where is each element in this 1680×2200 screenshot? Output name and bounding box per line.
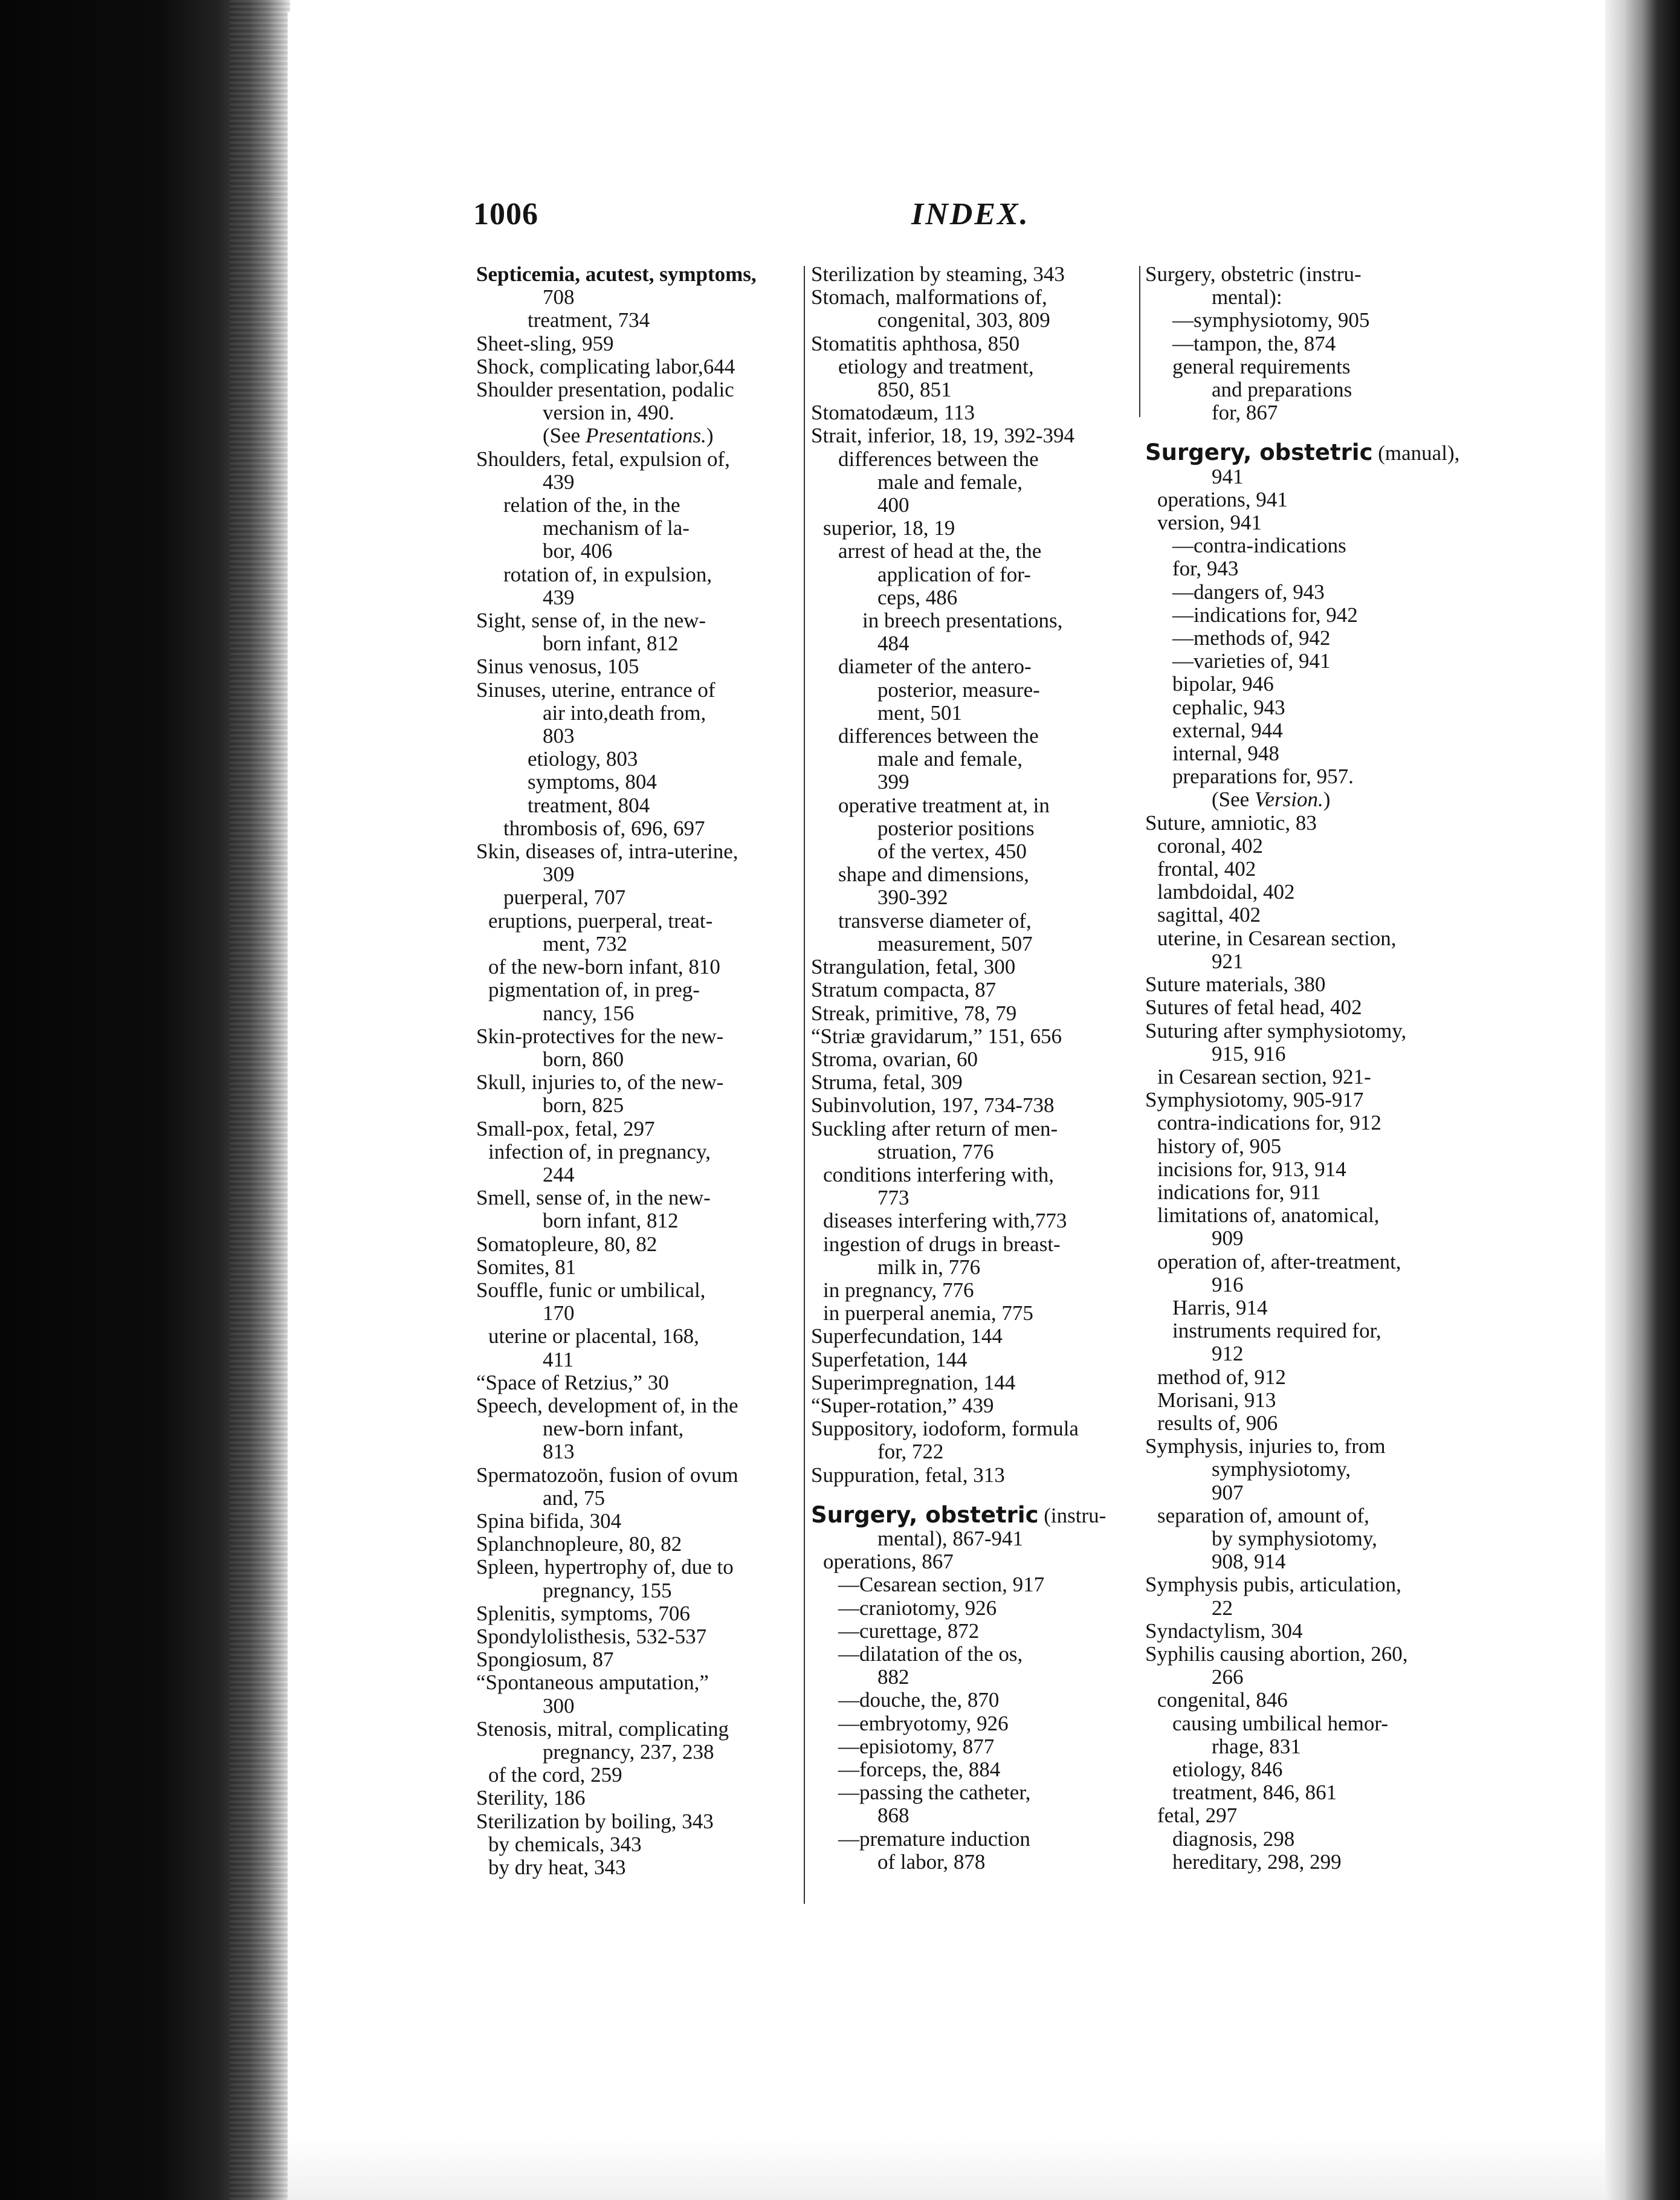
index-entry: 803 — [543, 724, 575, 748]
index-column-3 — [1145, 263, 1475, 1874]
index-entry: —episiotomy, 877 — [838, 1734, 995, 1758]
index-entry: cephalic, 943 — [1172, 695, 1285, 719]
index-entry: sagittal, 402 — [1157, 903, 1261, 927]
index-entry: nancy, 156 — [543, 1001, 635, 1025]
index-entry: Spondylolisthesis, 532-537 — [476, 1624, 707, 1648]
index-entry: Suppository, iodoform, formula — [811, 1417, 1079, 1441]
index-entry: 868 — [877, 1804, 909, 1828]
index-entry: air into,death from, — [543, 700, 706, 725]
index-entry: symphysiotomy, — [1212, 1457, 1351, 1481]
index-entry: —dangers of, 943 — [1172, 580, 1325, 604]
index-entry: congenital, 846 — [1157, 1688, 1288, 1712]
index-entry: Somatopleure, 80, 82 — [476, 1232, 657, 1256]
index-entry: struation, 776 — [877, 1139, 994, 1163]
index-entry: Souffle, funic or umbilical, — [476, 1278, 706, 1302]
index-entry: Suckling after return of men- — [811, 1116, 1058, 1140]
index-entry: posterior positions — [877, 816, 1035, 840]
index-entry: 941 — [1212, 464, 1244, 488]
index-entry: etiology, 846 — [1172, 1758, 1283, 1781]
index-entry: Sinuses, uterine, entrance of — [476, 678, 716, 702]
index-entry: Spina bifida, 304 — [476, 1509, 622, 1533]
index-entry: version, 941 — [1157, 511, 1262, 535]
index-entry: born, 825 — [543, 1093, 624, 1118]
index-entry: uterine or placental, 168, — [488, 1324, 699, 1348]
index-entry: mental): — [1212, 285, 1282, 309]
index-entry: “Super-rotation,” 439 — [811, 1393, 994, 1417]
index-entry: version in, 490. — [543, 401, 674, 425]
running-head: INDEX. — [911, 197, 1030, 231]
index-entry: etiology, 803 — [528, 747, 638, 771]
index-entry: 908, 914 — [1212, 1550, 1286, 1574]
index-entry: Suture materials, 380 — [1145, 972, 1326, 997]
index-entry: —embryotomy, 926 — [838, 1711, 1009, 1735]
index-entry: frontal, 402 — [1157, 857, 1256, 881]
index-entry: external, 944 — [1172, 718, 1283, 742]
index-entry: “Space of Retzius,” 30 — [476, 1370, 669, 1394]
index-entry: thrombosis of, 696, 697 — [503, 816, 705, 840]
index-entry: differences between the — [838, 447, 1039, 471]
index-entry: treatment, 804 — [528, 793, 650, 817]
index-entry: causing umbilical hemor- — [1172, 1711, 1388, 1735]
index-entry: male and female, — [877, 747, 1023, 771]
index-entry: indications for, 911 — [1157, 1180, 1321, 1204]
index-entry: superior, 18, 19 — [823, 516, 955, 540]
index-entry: Small-pox, fetal, 297 — [476, 1116, 655, 1140]
index-entry: ingestion of drugs in breast- — [823, 1232, 1061, 1256]
index-entry: arrest of head at the, the — [838, 539, 1042, 563]
index-entry: of the vertex, 450 — [877, 840, 1027, 864]
index-entry: mechanism of la- — [543, 516, 690, 540]
index-entry: ceps, 486 — [877, 585, 958, 609]
index-entry: 912 — [1212, 1342, 1244, 1366]
index-entry: Shoulders, fetal, expulsion of, — [476, 447, 730, 471]
index-entry: Syphilis causing abortion, 260, — [1145, 1642, 1408, 1666]
index-column-1 — [476, 263, 793, 1879]
index-entry: of the cord, 259 — [488, 1763, 622, 1787]
index-entry: by symphysiotomy, — [1212, 1526, 1377, 1550]
index-entry: Skin, diseases of, intra-uterine, — [476, 840, 738, 864]
index-entry: —dilatation of the os, — [838, 1642, 1023, 1666]
index-entry: —tampon, the, 874 — [1172, 331, 1336, 355]
index-entry: Splenitis, symptoms, 706 — [476, 1601, 690, 1625]
index-entry: Surgery, obstetric (manual), — [1145, 439, 1460, 466]
index-entry: contra-indications for, 912 — [1157, 1111, 1381, 1135]
index-entry: —douche, the, 870 — [838, 1688, 1000, 1712]
index-entry: ment, 501 — [877, 700, 962, 725]
index-entry: shape and dimensions, — [838, 862, 1029, 887]
index-entry: Superfetation, 144 — [811, 1347, 968, 1371]
index-entry: history of, 905 — [1157, 1134, 1282, 1158]
index-entry: in pregnancy, 776 — [823, 1278, 974, 1302]
index-entry: bipolar, 946 — [1172, 672, 1274, 696]
index-entry: measurement, 507 — [877, 931, 1033, 956]
index-entry: Stomach, malformations of, — [811, 285, 1047, 309]
index-entry: Suturing after symphysiotomy, — [1145, 1018, 1407, 1043]
index-entry: 439 — [543, 470, 575, 494]
index-entry: 399 — [877, 770, 909, 794]
index-entry: ment, 732 — [543, 931, 627, 956]
index-entry: (See Version.) — [1212, 788, 1331, 812]
index-entry: —forceps, the, 884 — [838, 1758, 1001, 1781]
index-entry: —craniotomy, 926 — [838, 1596, 997, 1620]
index-entry: Septicemia, acutest, symptoms, — [476, 262, 757, 286]
index-entry: 907 — [1212, 1480, 1244, 1504]
index-entry: incisions for, 913, 914 — [1157, 1157, 1346, 1181]
index-entry: of the new-born infant, 810 — [488, 955, 720, 979]
index-entry: application of for- — [877, 562, 1031, 586]
index-entry: diagnosis, 298 — [1172, 1826, 1295, 1851]
index-entry: rotation of, in expulsion, — [503, 562, 712, 586]
index-entry: Subinvolution, 197, 734-738 — [811, 1093, 1055, 1118]
index-entry: differences between the — [838, 724, 1039, 748]
index-entry: by chemicals, 343 — [488, 1832, 642, 1856]
index-entry: pigmentation of, in preg- — [488, 978, 700, 1002]
index-entry: (See Presentations.) — [543, 424, 714, 448]
index-entry: eruptions, puerperal, treat- — [488, 908, 713, 933]
index-entry: Stomatitis aphthosa, 850 — [811, 331, 1020, 355]
index-entry: Skull, injuries to, of the new- — [476, 1070, 724, 1095]
index-entry: 850, 851 — [877, 378, 952, 402]
index-entry: and preparations — [1212, 378, 1352, 402]
index-entry: born, 860 — [543, 1047, 624, 1071]
index-entry: 916 — [1212, 1272, 1244, 1296]
index-entry: results of, 906 — [1157, 1411, 1278, 1435]
book-spine-edge — [0, 0, 290, 2200]
index-entry: Sterilization by steaming, 343 — [811, 262, 1065, 286]
index-entry: Symphysis, injuries to, from — [1145, 1434, 1386, 1458]
index-heading-bold: Surgery, obstetric — [1145, 439, 1373, 466]
index-entry: in Cesarean section, 921- — [1157, 1064, 1371, 1089]
index-entry: 773 — [877, 1186, 909, 1210]
index-entry: “Spontaneous amputation,” — [476, 1671, 709, 1695]
index-entry: Stratum compacta, 87 — [811, 978, 997, 1002]
index-entry: Somites, 81 — [476, 1255, 577, 1279]
index-entry: 813 — [543, 1440, 575, 1464]
index-entry: Strait, inferior, 18, 19, 392-394 — [811, 424, 1075, 448]
index-entry: pregnancy, 155 — [543, 1578, 672, 1602]
index-entry: Spleen, hypertrophy of, due to — [476, 1555, 734, 1579]
index-entry: —Cesarean section, 917 — [838, 1573, 1045, 1597]
index-entry: Morisani, 913 — [1157, 1388, 1276, 1412]
column-rule-right — [1139, 266, 1140, 417]
index-entry: transverse diameter of, — [838, 908, 1032, 933]
index-entry: 244 — [543, 1162, 575, 1186]
index-entry: diameter of the antero- — [838, 655, 1032, 679]
index-entry: 170 — [543, 1301, 575, 1325]
index-entry: infection of, in pregnancy, — [488, 1139, 711, 1163]
index-entry: treatment, 734 — [528, 308, 650, 332]
index-entry: 484 — [877, 632, 909, 656]
index-entry: Stroma, ovarian, 60 — [811, 1047, 978, 1071]
index-entry: operations, 941 — [1157, 487, 1288, 511]
index-entry: Smell, sense of, in the new- — [476, 1186, 711, 1210]
index-entry: in breech presentations, — [862, 609, 1063, 633]
index-entry: in puerperal anemia, 775 — [823, 1301, 1033, 1325]
index-entry: —premature induction — [838, 1826, 1030, 1851]
index-entry: new-born infant, — [543, 1417, 684, 1441]
index-entry: 411 — [543, 1347, 574, 1371]
index-entry: milk in, 776 — [877, 1255, 981, 1279]
page-number: 1006 — [473, 197, 538, 231]
index-entry: Spermatozoön, fusion of ovum — [476, 1463, 738, 1487]
index-entry: diseases interfering with,773 — [823, 1209, 1067, 1233]
index-entry: 266 — [1212, 1665, 1244, 1689]
index-entry: 882 — [877, 1665, 909, 1689]
index-entry: —methods of, 942 — [1172, 626, 1331, 650]
index-entry: “Striæ gravidarum,” 151, 656 — [811, 1024, 1062, 1048]
index-entry: —symphysiotomy, 905 — [1172, 308, 1370, 332]
index-entry: separation of, amount of, — [1157, 1503, 1369, 1527]
page-bottom-margin — [288, 2134, 1605, 2200]
index-entry: —varieties of, 941 — [1172, 649, 1331, 673]
index-entry: Sterility, 186 — [476, 1786, 586, 1810]
index-entry: Sutures of fetal head, 402 — [1145, 995, 1362, 1020]
index-entry: Symphysis pubis, articulation, — [1145, 1573, 1401, 1597]
index-entry: Shoulder presentation, podalic — [476, 378, 734, 402]
index-entry: preparations for, 957. — [1172, 765, 1354, 789]
index-entry: 309 — [543, 862, 575, 887]
index-entry: congenital, 303, 809 — [877, 308, 1050, 332]
index-entry: treatment, 846, 861 — [1172, 1781, 1337, 1805]
index-entry: —contra-indications — [1172, 534, 1346, 558]
index-entry: relation of the, in the — [503, 493, 680, 517]
index-entry: Syndactylism, 304 — [1145, 1619, 1303, 1643]
index-entry: mental), 867-941 — [877, 1526, 1024, 1550]
index-entry: for, 722 — [877, 1440, 944, 1464]
index-entry: instruments required for, — [1172, 1319, 1381, 1343]
index-entry: for, 943 — [1172, 557, 1239, 581]
index-entry: of labor, 878 — [877, 1849, 986, 1874]
index-entry: 390-392 — [877, 885, 948, 910]
index-entry: born infant, 812 — [543, 632, 679, 656]
index-entry: operations, 867 — [823, 1550, 954, 1574]
index-entry: Speech, development of, in the — [476, 1393, 738, 1417]
index-entry: operative treatment at, in — [838, 793, 1050, 817]
index-entry: symptoms, 804 — [528, 770, 657, 794]
index-entry: Superimpregnation, 144 — [811, 1370, 1016, 1394]
index-entry: Stomatodæum, 113 — [811, 401, 975, 425]
index-entry: Sterilization by boiling, 343 — [476, 1809, 714, 1833]
index-entry: coronal, 402 — [1157, 833, 1263, 858]
index-entry: Surgery, obstetric (instru- — [811, 1501, 1107, 1528]
index-entry: fetal, 297 — [1157, 1804, 1238, 1828]
index-entry: Suture, amniotic, 83 — [1145, 810, 1317, 835]
index-entry: for, 867 — [1212, 401, 1278, 425]
index-entry: puerperal, 707 — [503, 885, 626, 910]
index-entry: —indications for, 942 — [1172, 603, 1358, 627]
index-entry: internal, 948 — [1172, 742, 1279, 766]
index-entry: 909 — [1212, 1226, 1244, 1250]
index-entry: Symphysiotomy, 905-917 — [1145, 1088, 1364, 1112]
index-entry: male and female, — [877, 470, 1023, 494]
index-entry: Sheet-sling, 959 — [476, 331, 614, 355]
index-entry: method of, 912 — [1157, 1365, 1286, 1389]
index-entry: 300 — [543, 1694, 575, 1718]
index-entry: and, 75 — [543, 1486, 606, 1510]
index-entry: operation of, after-treatment, — [1157, 1249, 1401, 1273]
index-entry: Streak, primitive, 78, 79 — [811, 1001, 1017, 1025]
index-entry: —passing the catheter, — [838, 1781, 1031, 1805]
index-entry: Skin-protectives for the new- — [476, 1024, 724, 1048]
index-entry: lambdoidal, 402 — [1157, 880, 1295, 904]
index-entry: Harris, 914 — [1172, 1295, 1268, 1319]
index-column-2 — [811, 263, 1134, 1874]
index-entry: 921 — [1212, 949, 1244, 973]
index-entry: 915, 916 — [1212, 1041, 1286, 1066]
index-entry: hereditary, 298, 299 — [1172, 1849, 1342, 1874]
index-entry: 439 — [543, 585, 575, 609]
index-entry: —curettage, 872 — [838, 1619, 980, 1643]
index-entry: Shock, complicating labor,644 — [476, 354, 735, 378]
index-entry: pregnancy, 237, 238 — [543, 1740, 714, 1764]
index-entry: bor, 406 — [543, 539, 613, 563]
index-entry: 708 — [543, 285, 575, 309]
index-entry: etiology and treatment, — [838, 354, 1034, 378]
index-heading-bold: Surgery, obstetric — [811, 1501, 1039, 1528]
index-entry: 22 — [1212, 1596, 1233, 1620]
index-entry: posterior, measure- — [877, 678, 1040, 702]
index-entry: Superfecundation, 144 — [811, 1324, 1003, 1348]
column-rule-left — [804, 266, 805, 1904]
index-entry: 400 — [877, 493, 909, 517]
index-entry: born infant, 812 — [543, 1209, 679, 1233]
index-entry: Stenosis, mitral, complicating — [476, 1716, 729, 1741]
facing-page-edge — [1605, 0, 1680, 2200]
index-entry: rhage, 831 — [1212, 1734, 1301, 1758]
index-entry: Suppuration, fetal, 313 — [811, 1463, 1005, 1487]
index-entry: Struma, fetal, 309 — [811, 1070, 963, 1095]
index-entry: Spongiosum, 87 — [476, 1648, 614, 1672]
index-entry: Sight, sense of, in the new- — [476, 609, 706, 633]
index-entry: uterine, in Cesarean section, — [1157, 926, 1397, 950]
index-entry: Splanchnopleure, 80, 82 — [476, 1532, 682, 1556]
index-entry: conditions interfering with, — [823, 1162, 1055, 1186]
index-entry: Surgery, obstetric (instru- — [1145, 262, 1362, 286]
index-entry: Strangulation, fetal, 300 — [811, 955, 1016, 979]
index-entry: general requirements — [1172, 354, 1351, 378]
index-entry: Sinus venosus, 105 — [476, 655, 639, 679]
index-entry: limitations of, anatomical, — [1157, 1203, 1380, 1228]
index-entry: by dry heat, 343 — [488, 1855, 626, 1880]
